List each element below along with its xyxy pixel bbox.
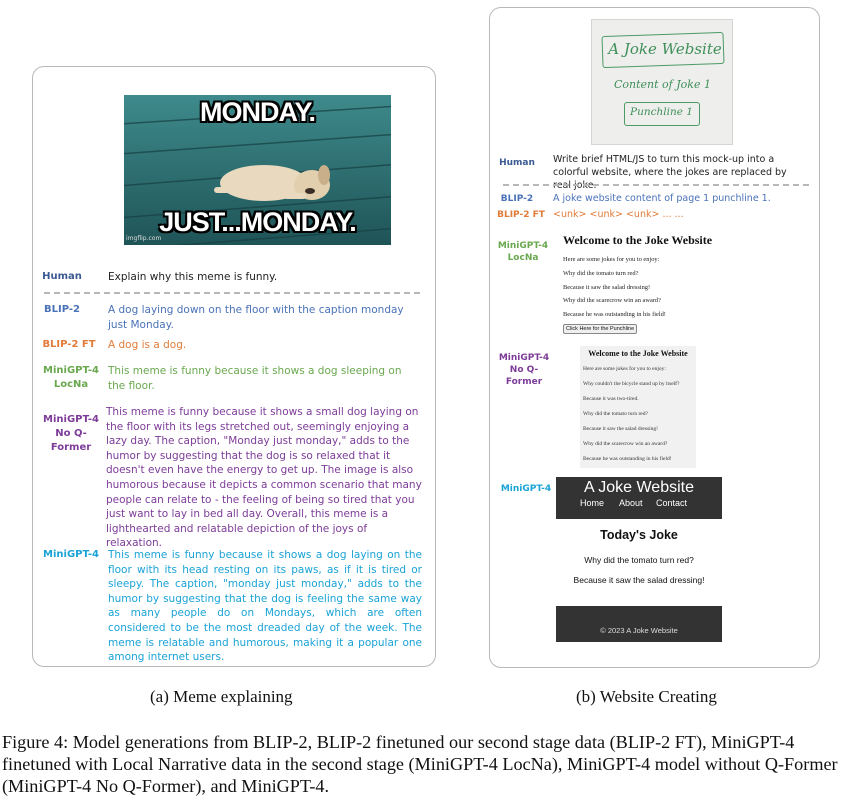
nav-home[interactable]: Home	[580, 498, 605, 508]
blipft-label-b: BLIP-2 FT	[497, 210, 545, 220]
locna-site-line-5: Because he was outstanding in his field!	[563, 311, 666, 318]
locna-text-a: This meme is funny because it shows a dog sleeping on the floor.	[108, 365, 402, 392]
site-punchline: Because it saw the salad dressing!	[573, 575, 705, 585]
caption-a: (a) Meme explaining	[150, 687, 293, 706]
mockup-sketch-image	[591, 19, 733, 145]
locna-label-b-line1: MiniGPT-4	[497, 241, 549, 251]
noq-site-title: Welcome to the Joke Website	[588, 349, 688, 358]
noq-site-line-7: Because he was outstanding in his field!	[583, 456, 672, 462]
site-header-title: A Joke Website	[584, 479, 694, 496]
human-label-b: Human	[499, 158, 535, 168]
nav-about[interactable]: About	[619, 498, 643, 508]
divider-b	[503, 184, 809, 186]
blipft-label-a: BLIP-2 FT	[42, 339, 96, 350]
locna-site-line-2: Why did the tomato turn red?	[563, 270, 639, 277]
noq-label-b-line2: No Q-Former	[505, 365, 543, 387]
site-joke: Why did the tomato turn red?	[584, 555, 694, 565]
blip2-text-a: A dog laying down on the floor with the caption monday just Monday.	[108, 304, 404, 331]
site-footer-bar	[556, 606, 722, 642]
blip2-label-a: BLIP-2	[44, 304, 80, 315]
nav-contact[interactable]: Contact	[656, 498, 688, 508]
locna-site-title: Welcome to the Joke Website	[563, 233, 713, 247]
locna-label-b-line2: LocNa	[507, 253, 539, 263]
human-label-a: Human	[42, 271, 82, 282]
noq-site-line-3: Because it was two-tired.	[583, 396, 639, 402]
noq-site-line-1: Here are some jokes for you to enjoy:	[583, 366, 666, 372]
sketch-line2: Punchline 1	[630, 106, 693, 118]
locna-label-a-line1: MiniGPT-4	[43, 365, 99, 376]
human-text-b: Write brief HTML/JS to turn this mock-up into a colorful website, where the jokes are replaced by real joke.	[553, 154, 787, 191]
minigpt4-text-a: This meme is funny because it shows a dog laying on the floor with its head resting on its paws, as if it is tired or sleepy. The caption, "monday just monday," adds to the humor by suggesting that the dog is feeling the same way as many people do on Mondays, which are often considered to be the most dreaded day of the week. The meme is relatable and humorous, making it a popular one among internet users.	[108, 549, 422, 664]
noq-label-a-line1: MiniGPT-4	[43, 414, 99, 425]
punchline-button[interactable]: Click Here for the Punchline	[563, 324, 637, 334]
noq-text-a: This meme is funny because it shows a small dog laying on the floor with its legs stretched out, seemingly enjoying a lazy day. The caption, "Monday just monday," adds to the humor by suggesting that the dog is so relaxed that it doesn't even have the energy to get up. The image is also humorous because it depicts a common scenario that many people can relate to - the feeling of being so tired that you just want to lay in bed all day. Overall, this meme is a lighthearted and relatable depiction of the joys of relaxation.	[106, 406, 422, 550]
blip2-label-b: BLIP-2	[500, 194, 534, 204]
noq-label-a-line2: No Q-Former	[50, 428, 92, 453]
locna-site-line-3: Because it saw the salad dressing!	[563, 284, 651, 291]
caption-b: (b) Website Creating	[576, 687, 717, 706]
noq-label-b-line1: MiniGPT-4	[498, 353, 550, 363]
sketch-line1: Content of Joke 1	[614, 78, 711, 91]
meme-top-text: MONDAY.	[199, 97, 316, 127]
noq-site-line-5: Because it saw the salad dressing!	[583, 426, 658, 432]
locna-label-a-line2: LocNa	[53, 379, 89, 390]
human-text-a: Explain why this meme is funny.	[108, 271, 278, 283]
locna-site-line-1: Here are some jokes for you to enjoy:	[563, 256, 660, 263]
divider-a	[44, 292, 420, 294]
sketch-title: A Joke Website	[608, 40, 722, 58]
noq-site-line-2: Why couldn't the bicycle stand up by itself?	[583, 381, 680, 387]
minigpt4-label-a: MiniGPT-4	[43, 549, 99, 560]
figure-caption: Figure 4: Model generations from BLIP-2, BLIP-2 finetuned our second stage data (BLIP-2 FT), MiniGPT-4 finetuned with Local Narrative data in the second stage (MiniGPT-4 LocNa), MiniGPT-4 model without Q-Former (MiniGPT-4 No Q-Former), and MiniGPT-4.	[2, 732, 838, 796]
locna-site-line-4: Why did the scarecrow win an award?	[563, 297, 661, 304]
site-footer-text: © 2023 A Joke Website	[600, 626, 678, 635]
noq-site-line-6: Why did the scarecrow win an award?	[583, 441, 668, 447]
blipft-text-a: A dog is a dog.	[108, 339, 187, 351]
meme-image	[124, 95, 391, 245]
meme-watermark: imgflip.com	[126, 235, 162, 242]
meme-bottom-text: JUST...MONDAY.	[159, 207, 356, 237]
noq-site-line-4: Why did the tomato turn red?	[583, 411, 648, 417]
blipft-text-b: <unk> <unk> <unk> ... ...	[553, 209, 684, 220]
minigpt4-label-b: MiniGPT-4	[500, 484, 552, 494]
site-heading: Today's Joke	[600, 528, 678, 542]
blip2-text-b: A joke website content of page 1 punchline 1.	[553, 193, 771, 204]
noq-site-panel	[580, 346, 696, 468]
